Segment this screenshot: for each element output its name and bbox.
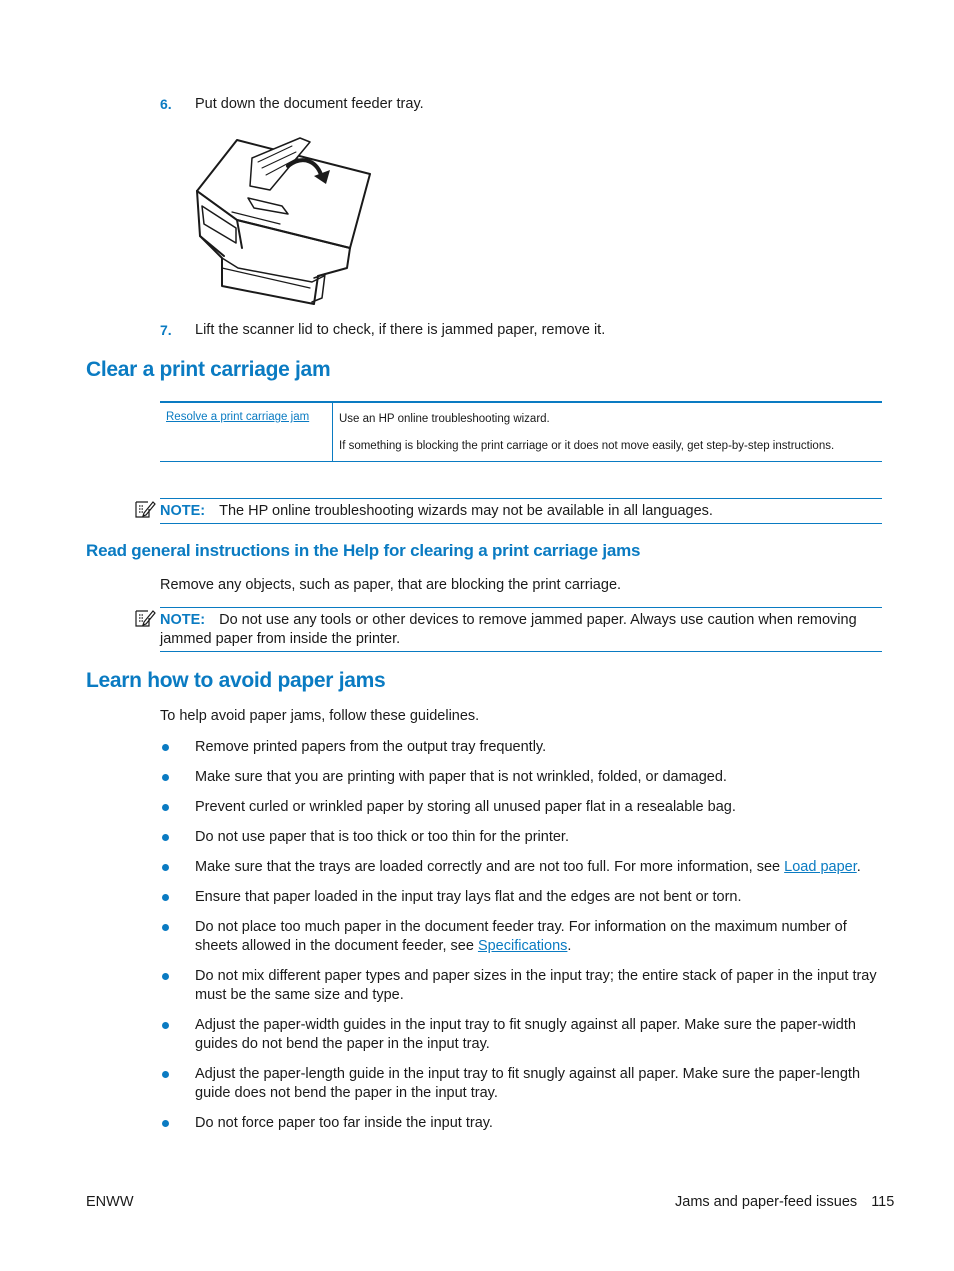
note-box-wizards bbox=[160, 498, 882, 524]
guidelines-list bbox=[160, 738, 890, 1133]
list-item bbox=[160, 888, 890, 907]
list-item bbox=[160, 1114, 890, 1133]
bullet-icon bbox=[162, 1071, 169, 1078]
footer-left: ENWW bbox=[86, 1194, 134, 1210]
page-number: 115 bbox=[871, 1194, 895, 1210]
list-item-text: Do not force paper too far inside the input tray. bbox=[195, 1115, 493, 1131]
list-item-text: Make sure that the trays are loaded correctly and are not too full. For more information, see bbox=[195, 859, 785, 875]
bullet-icon bbox=[162, 973, 169, 980]
list-item-text: Do not place too much paper in the document feeder tray. For information on the maximum number of sheets allowed in the document feeder, see bbox=[195, 919, 847, 954]
list-item-text: Adjust the paper-width guides in the input tray to fit snugly against all paper. Make sure the paper-width guides do not bend the paper in the input tray. bbox=[195, 1017, 856, 1052]
footer-title: Jams and paper-feed issues bbox=[675, 1194, 858, 1210]
table-cell-link bbox=[160, 402, 333, 462]
note-box-tools bbox=[160, 607, 882, 652]
note-text: Do not use any tools or other devices to remove jammed paper. Always use caution when removing jammed paper from inside the printer. bbox=[160, 612, 857, 647]
bullet-icon bbox=[162, 744, 169, 751]
list-item-text: Prevent curled or wrinkled paper by storing all unused paper flat in a resealable bag. bbox=[195, 799, 736, 815]
section-heading-avoid-paper-jams: Learn how to avoid paper jams bbox=[86, 669, 386, 692]
list-item bbox=[160, 798, 890, 817]
list-item bbox=[160, 858, 890, 877]
list-item bbox=[160, 918, 890, 956]
note-text: The HP online troubleshooting wizards may not be available in all languages. bbox=[219, 503, 713, 519]
list-item-text: . bbox=[567, 938, 572, 954]
bullet-icon bbox=[162, 774, 169, 781]
list-item bbox=[160, 768, 890, 787]
list-item-text: Do not mix different paper types and paper sizes in the input tray; the entire stack of paper in the input tray must be the same size and type. bbox=[195, 968, 877, 1003]
step-6-number: 6. bbox=[160, 96, 172, 112]
note-label: NOTE: bbox=[160, 612, 206, 628]
section-heading-clear-carriage-jam: Clear a print carriage jam bbox=[86, 358, 331, 381]
table-row bbox=[160, 402, 882, 462]
footer-right bbox=[675, 1194, 894, 1210]
bullet-icon bbox=[162, 894, 169, 901]
troubleshooting-table bbox=[160, 401, 882, 462]
list-item-text: . bbox=[856, 859, 861, 875]
note-icon bbox=[134, 499, 156, 519]
specifications-link[interactable]: Specifications bbox=[477, 938, 568, 954]
bullet-icon bbox=[162, 924, 169, 931]
step-6-text: Put down the document feeder tray. bbox=[195, 96, 424, 112]
list-item-text: Remove printed papers from the output tray frequently. bbox=[195, 739, 547, 755]
note-label: NOTE: bbox=[160, 503, 206, 519]
table-line-1: Use an HP online troubleshooting wizard. bbox=[339, 413, 550, 425]
section-heading-general-instructions: Read general instructions in the Help for clearing a print carriage jams bbox=[86, 541, 641, 560]
section3-intro: To help avoid paper jams, follow these guidelines. bbox=[160, 708, 480, 724]
bullet-icon bbox=[162, 804, 169, 811]
bullet-icon bbox=[162, 1120, 169, 1127]
note-icon bbox=[134, 608, 156, 628]
table-cell-description bbox=[333, 402, 883, 462]
table-line-2: If something is blocking the print carriage or it does not move easily, get step-by-step instructions. bbox=[339, 440, 835, 452]
list-item-text: Adjust the paper-length guide in the input tray to fit snugly against all paper. Make sure the paper-length guide does not bend the paper in the input tray. bbox=[195, 1066, 861, 1101]
load-paper-link[interactable]: Load paper bbox=[784, 859, 857, 875]
printer-illustration bbox=[192, 128, 376, 308]
list-item-text: Do not use paper that is too thick or too thin for the printer. bbox=[195, 829, 569, 845]
list-item bbox=[160, 967, 890, 1005]
list-item bbox=[160, 828, 890, 847]
list-item bbox=[160, 1016, 890, 1054]
bullet-icon bbox=[162, 1022, 169, 1029]
section2-body: Remove any objects, such as paper, that are blocking the print carriage. bbox=[160, 577, 622, 593]
list-item bbox=[160, 738, 890, 757]
list-item-text: Make sure that you are printing with paper that is not wrinkled, folded, or damaged. bbox=[195, 769, 727, 785]
bullet-icon bbox=[162, 864, 169, 871]
resolve-carriage-jam-link[interactable]: Resolve a print carriage jam bbox=[166, 411, 310, 423]
list-item bbox=[160, 1065, 890, 1103]
list-item-text: Ensure that paper loaded in the input tray lays flat and the edges are not bent or torn. bbox=[195, 889, 742, 905]
step-7-number: 7. bbox=[160, 322, 172, 338]
bullet-icon bbox=[162, 834, 169, 841]
step-7-text: Lift the scanner lid to check, if there is jammed paper, remove it. bbox=[195, 322, 606, 338]
